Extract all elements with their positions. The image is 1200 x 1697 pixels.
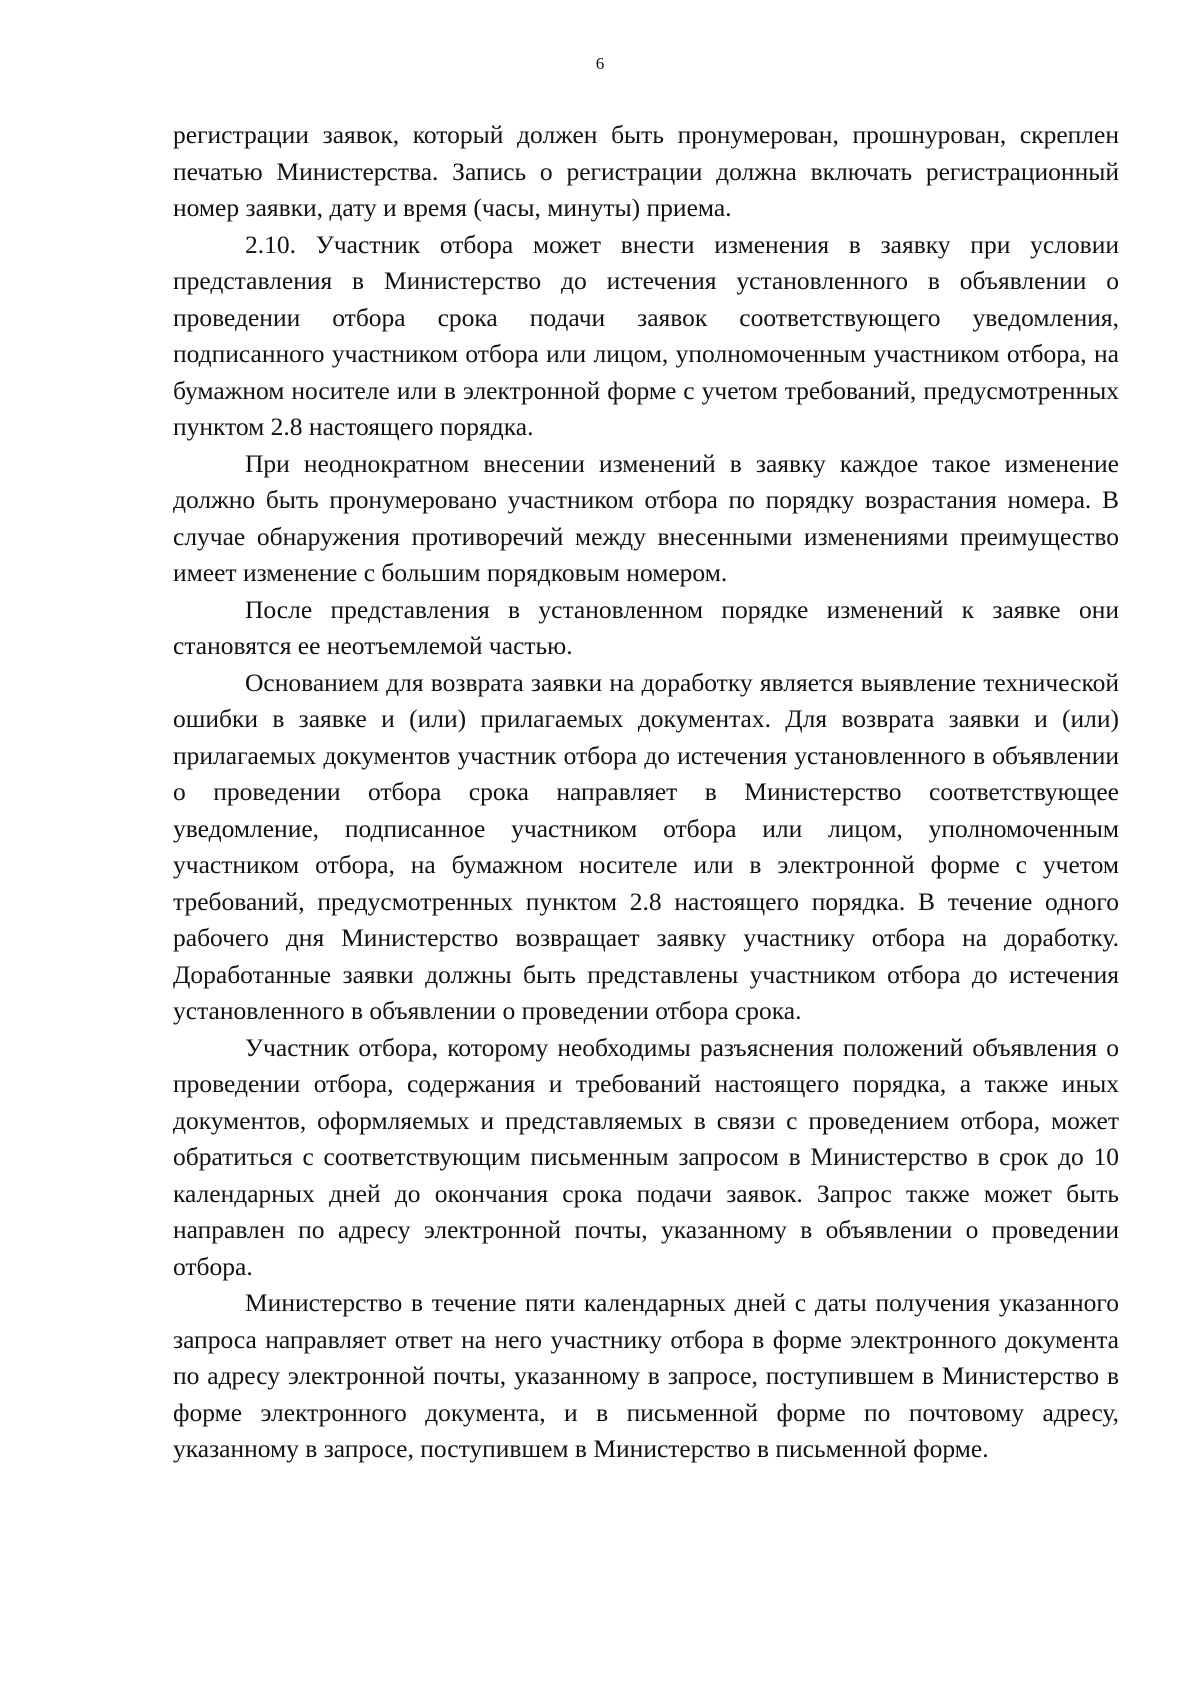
paragraph-return-for-revision: Основанием для возврата заявки на доработку является выявление технической ошибки в заявке и (или) прилагаемых документах. Для возврата заявки и (или) прилагаемых документов участник отбора до истечения установленного в объявлении о проведении отбора срока направляет в Министерство соответствующее уведомление, подписанное участником отбора или лицом, уполномоченным участником отбора, на бумажном носителе или в электронной форме с учетом требований, предусмотренных пунктом 2.8 настоящего порядка. В течение одного рабочего дня Министерство возвращает заявку участнику отбора на доработку. Доработанные заявки должны быть представлены участником отбора до истечения установленного в объявлении о проведении отбора срока. — [173, 667, 1119, 1025]
paragraph-repeated-changes: При неоднократном внесении изменений в заявку каждое такое изменение должно быть пронумеровано участником отбора по порядку возрастания номера. В случае обнаружения противоречий между внесенными изменениями преимущество имеет изменение с большим порядковым номером. — [173, 448, 1119, 587]
paragraph-changes-integral-part: После представления в установленном порядке изменений к заявке они становятся ее неотъемлемой частью. — [173, 594, 1119, 660]
paragraph-ministry-response: Министерство в течение пяти календарных дней с даты получения указанного запроса направляет ответ на него участнику отбора в форме электронного документа по адресу электронной почты, указанному в запросе, поступившем в Министерство в форме электронного документа, и в письменной форме по почтовому адресу, указанному в запросе, поступившем в Министерство в письменной форме. — [173, 1288, 1119, 1463]
paragraph-clarification-request: Участник отбора, которому необходимы разъяснения положений объявления о проведении отбора, содержания и требований настоящего порядка, а также иных документов, оформляемых и представляемых в связи с проведением отбора, может обратиться с соответствующим письменным запросом в Министерство в срок до 10 календарных дней до окончания срока подачи заявок. Запрос также может быть направлен по адресу электронной почты, указанному в объявлении о проведении отбора. — [173, 1032, 1119, 1281]
document-body — [173, 117, 1119, 1468]
paragraph-2-10-changes: 2.10. Участник отбора может внести изменения в заявку при условии представления в Министерство до истечения установленного в объявлении о проведении отбора срока подачи заявок соответствующего уведомления, подписанного участником отбора или лицом, уполномоченным участником отбора, на бумажном носителе или в электронной форме с учетом требований, предусмотренных пунктом 2.8 настоящего порядка. — [173, 229, 1119, 441]
page-number: 6 — [595, 54, 605, 73]
paragraph-registration-continued: регистрации заявок, который должен быть пронумерован, прошнурован, скреплен печатью Министерства. Запись о регистрации должна включать регистрационный номер заявки, дату и время (часы, минуты) приема. — [173, 120, 1119, 222]
